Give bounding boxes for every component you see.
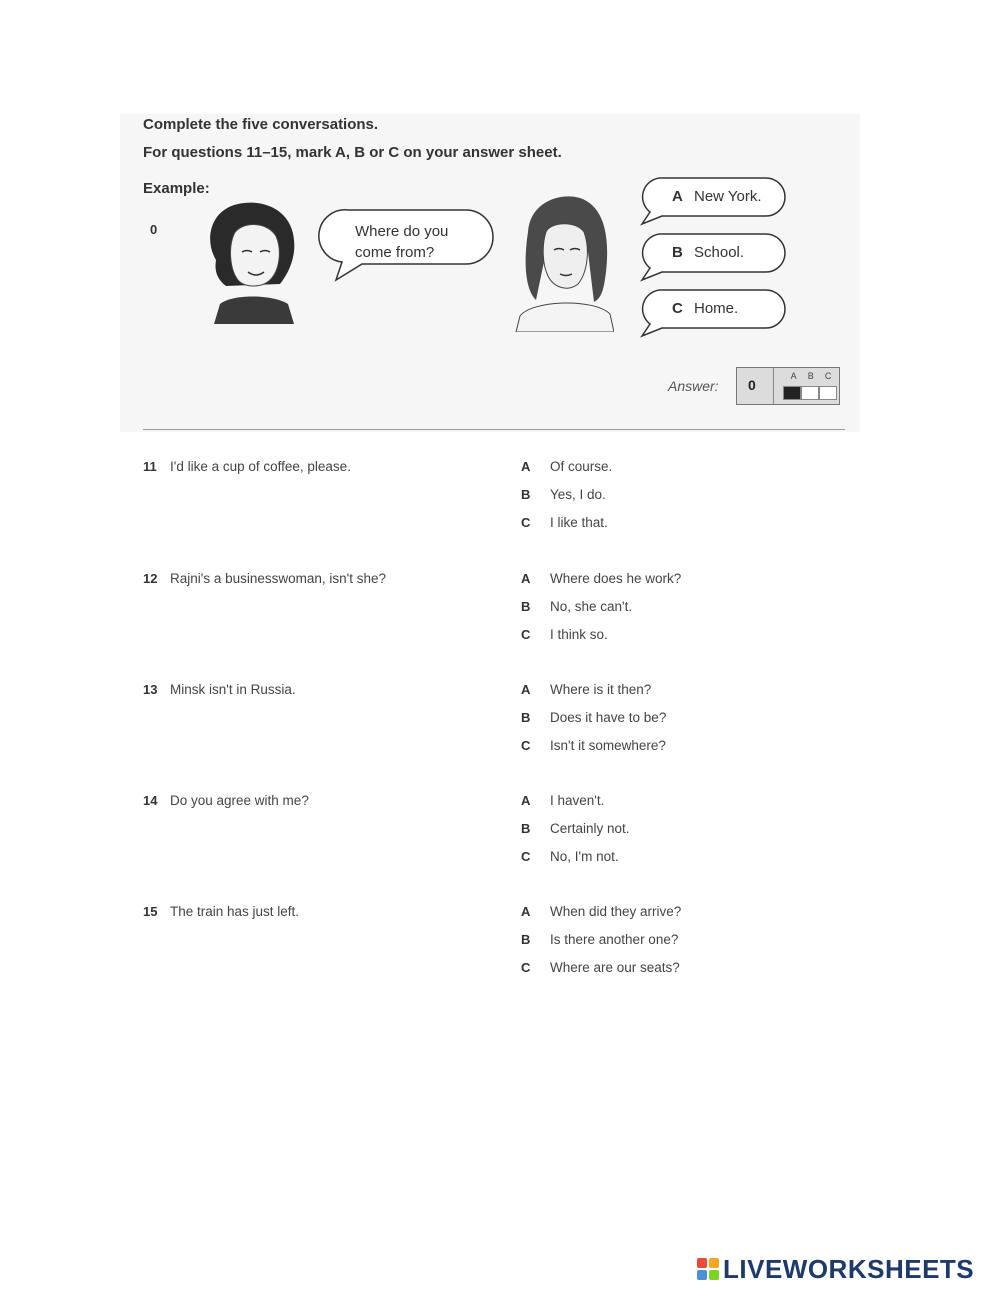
example-option-text-b: School. xyxy=(694,244,745,261)
q12-option-c-letter: C xyxy=(521,627,531,642)
q14-option-b-text[interactable]: Certainly not. xyxy=(550,821,630,836)
q12-option-a-letter: A xyxy=(521,571,531,586)
logo-square-green xyxy=(709,1270,719,1280)
woman-speaker-illustration xyxy=(196,200,308,324)
question-11-text: I'd like a cup of coffee, please. xyxy=(170,459,351,474)
q13-option-b-letter: B xyxy=(521,710,531,725)
question-15-text: The train has just left. xyxy=(170,904,300,919)
q15-option-c-letter: C xyxy=(521,960,531,975)
q14-option-c-text[interactable]: No, I'm not. xyxy=(550,849,619,864)
logo-square-orange xyxy=(709,1258,719,1268)
q12-option-b-text[interactable]: No, she can't. xyxy=(550,599,633,614)
q11-option-b-letter: B xyxy=(521,487,531,502)
answer-label: Answer: xyxy=(668,378,719,394)
speech-line-1: Where do you xyxy=(355,223,449,240)
example-option-letter-b: B xyxy=(672,244,683,261)
q13-option-a-letter: A xyxy=(521,682,531,697)
example-option-letter-c: C xyxy=(672,300,683,317)
q15-option-b-letter: B xyxy=(521,932,531,947)
answer-number: 0 xyxy=(748,377,756,393)
q14-option-a-text[interactable]: I haven't. xyxy=(550,793,605,808)
q15-option-a-letter: A xyxy=(521,904,531,919)
q13-option-b-text[interactable]: Does it have to be? xyxy=(550,710,667,725)
q15-option-c-text[interactable]: Where are our seats? xyxy=(550,960,680,975)
q14-option-a-letter: A xyxy=(521,793,531,808)
question-14-number: 14 xyxy=(143,793,158,808)
question-12-number: 12 xyxy=(143,571,158,586)
question-13-text: Minsk isn't in Russia. xyxy=(170,682,296,697)
q11-option-c-letter: C xyxy=(521,515,531,530)
speech-line-2: come from? xyxy=(355,244,435,261)
q15-option-b-text[interactable]: Is there another one? xyxy=(550,932,679,947)
woman-responder-illustration xyxy=(510,192,614,332)
question-11-number: 11 xyxy=(143,459,157,474)
q12-option-b-letter: B xyxy=(521,599,531,614)
answer-grid-letter-b: B xyxy=(807,371,814,381)
q14-option-b-letter: B xyxy=(521,821,531,836)
answer-grid xyxy=(783,386,837,400)
answer-cell-c xyxy=(819,386,837,400)
liveworksheets-logo[interactable] xyxy=(697,1255,974,1283)
q11-option-b-text[interactable]: Yes, I do. xyxy=(550,487,606,502)
q13-option-a-text[interactable]: Where is it then? xyxy=(550,682,652,697)
example-number: 0 xyxy=(150,222,158,237)
q11-option-a-text[interactable]: Of course. xyxy=(550,459,613,474)
liveworksheets-logo-icon xyxy=(697,1258,719,1280)
logo-square-red xyxy=(697,1258,707,1268)
q13-option-c-text[interactable]: Isn't it somewhere? xyxy=(550,738,666,753)
question-12-text: Rajni's a businesswoman, isn't she? xyxy=(170,571,387,586)
answer-cell-a xyxy=(783,386,801,400)
answer-grid-letter-a: A xyxy=(790,371,797,381)
example-label: Example: xyxy=(143,180,210,197)
q11-option-c-text[interactable]: I like that. xyxy=(550,515,608,530)
example-option-text-a: New York. xyxy=(694,188,762,205)
answer-grid-letters xyxy=(785,371,837,381)
q14-option-c-letter: C xyxy=(521,849,531,864)
section-divider xyxy=(143,429,845,430)
instruction-line-2: For questions 11–15, mark A, B or C on your answer sheet. xyxy=(143,144,562,161)
q12-option-c-text[interactable]: I think so. xyxy=(550,627,608,642)
question-14-text: Do you agree with me? xyxy=(170,793,309,808)
instruction-line-1: Complete the five conversations. xyxy=(143,116,379,133)
answer-divider xyxy=(773,368,774,404)
question-13-number: 13 xyxy=(143,682,158,697)
question-15-number: 15 xyxy=(143,904,158,919)
logo-square-blue xyxy=(697,1270,707,1280)
example-option-text-c: Home. xyxy=(694,300,739,317)
q11-option-a-letter: A xyxy=(521,459,531,474)
q15-option-a-text[interactable]: When did they arrive? xyxy=(550,904,682,919)
example-option-letter-a: A xyxy=(672,188,683,205)
liveworksheets-logo-text: LIVEWORKSHEETS xyxy=(723,1253,975,1284)
q12-option-a-text[interactable]: Where does he work? xyxy=(550,571,682,586)
q13-option-c-letter: C xyxy=(521,738,531,753)
answer-grid-letter-c: C xyxy=(824,371,832,381)
answer-cell-b xyxy=(801,386,819,400)
